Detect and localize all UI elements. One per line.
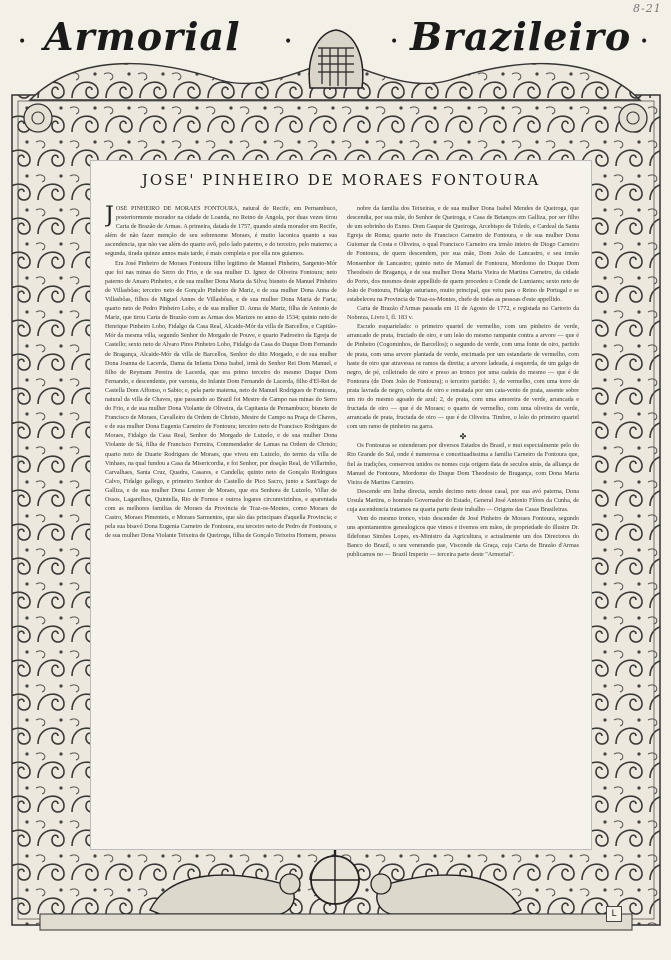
article-paragraph [105, 205, 337, 260]
article-paragraph: Escudo esquartelado: o primeiro quartel de vermelho, com um pinheiro de verde, arrancado de prata, fructado de oiro, e um leão do mesmo rampante contra a arvore — que é de Pinheiro (Cogominhos, de Barcellos); o segundo de verde, com uma fonte de oiro, partido de prata, com uma arvore plantada de verde, encimada por um estandarte de vermelho, com haste de oiro que atravessa os ramos da direita; a arvore ladeada, á esquerda, de um galgo de negro, de pé, colleirado de oiro e preso ao tronco por uma cadeia do mesmo — que é de Fontoura (de Dom João de Fontoura); o terceiro partido: 1, de vermelho, com uma torre de prata lavrada de negro, coberta de oiro e rematada por um cata-vento de prata, assente sobre um rio do mesmo agoado de azul; 2, de prata, com uma amoreira de verde, arrancada e fructada de oiro — que é de Moraes; o quarto de vermelho, com uma oliveira de verde, arrancada de prata, fructada de oiro — que é de Oliveira. Timbre, o leão do primeiro quartel com um ramo de pinheiro na garra. [347, 324, 579, 431]
helmet-icon [309, 30, 363, 88]
article-paragraph: Os Fontouras se estenderam por diversos Estados do Brasil, e mui especialmente pelo do Rio Grande do Sul, onde é numerosa e conceituadissima a familia Carneiro da Fontoura que, fiel ás tradições, conservou unidos os nomes cuja origem data de seculos atrás, da alliança de Manuel de Fontoura, Mordomo do Duque Dom Theodosio de Bragança, com Dona Maria Vieira de Martins Carneiro. [347, 443, 579, 486]
article-paragraph: Descende em linha directa, sendo decimo neto desse casal, por sua avó paterna, Dona Ursula Martins, o honrado Governador do Estado, General José Antonio Flôres da Cunha, de cuja ascendencia tratamos na quarta parte deste trabalho — Origens das Casas Brasileiras. [347, 488, 579, 513]
article-panel [90, 160, 592, 850]
article-left-column [105, 205, 337, 845]
article-paragraph: Era José Pinheiro de Moraes Fontoura filho legitimo de Manuel Pinheiro, Sargento-Mór que foi nas minas do Serro do Frio, e de sua mulher D. Ignez de Oliveira Fontoura; neto paterno de Amaro Pinheiro, e de sua mulher Dona Maria da Silva; bisneto de Manuel Pinheiro de Villasbôas; terceiro neto de Gonçalo Pinheiro de Mariz, e de sua mulher Dona Anna de Villasbôas, filhos de Miguel Annes de Villasbôas, e de sua mulher Dona Maria de Faria; quarto neto de Pedro Pinheiro Lobo, e de sua mulher D. Anna de Mariz, filha de Antonio de Mariz, que tirou Carta de Brazão com as Armas dos Marizes no anno de 1534; quinto neto de Henrique Pinheiro Lobo, Fidalgo da Casa Real, Alcaide-Mór da villa de Barcellos, e Capitão-Mór da mesma villa, segundo Senhor do Morgado de Pouve, e quarto Padroeiro da Egreja de Castello; sexto neto de Alvaro Pires Pinheiro Lobo, Fidalgo da Casa do Duque Dom Fernando de Bragança, Alcaide-Mór da villa de Barcellos, Senhor do dito Morgado, e de sua mulher Dona Joanna de Lacerda, Dama da Infanta Dona Isabel, irmã do Senhor Rei Dom Manuel, e filho de Reymam Pereira de Lacerda, que era primo terceiro do mesmo Duque Dom Fernando, e descendente, por varonia, do Infante Dom Fernando de Lacerda, filho d'El-Rei de Castella Dom Affonso, o Sabio; e, pela parte materna, neto de Manuel Rodrigues de Fontoura, natural da villa de Chaves, que passando ao Brazil foi Mestre de Campo nas minas do Serro do Frio, e de sua mulher Dona Violante de Oliveira, da Capitania de Pernambuco; bisneto de Francisco de Moraes, Cavalleiro da Ordem de Christo, Mestre de Campo na Praça de Chaves, e de sua mulher Dona Eugenia Carneiro de Fontoura; terceiro neto de Francisco Rodrigues de Moraes, Fidalgo da Casa Real, Senhor do Morgado de Luizelo, e de sua mulher Dona Violante de Sá, filha de Francisco Ferreira, Commendador de Lamas na Ordem de Christo; quarto neto de Duarte Rodrigues de Moraes, que viveu em Luizelo, do termo da villa de Vinhaes, na qual fundou a Casa da Misericordia, e foi Senhor, por doação Real, de Villarinho, Carvalhaes, Santa Cruz, Quadra, Casares, e Candella; quinto neto de Gonçalo Rodrigues Calvo, Fidalgo gallego, e primeiro Senhor do Castello de Pico Sacro, junto a Sant'Iago de Galliza, e de sua mulher Dona Leonor de Moraes, que era Senhora de Luizelo, Villar de Ossos, Lagarelhos, Quintella, Rio de Fornos e outros logares circumvizinhos, e aparentada com as melhores familias de Moraes da Provincia de Traz-os-Montes, como Moraes de Castro, Moraes Pimenteis, e Moraes Sarmentos, que são das principaes d'aquella Provincia; e pela sua bisavó Dona Eugenia Carneiro de Fontoura, era terceiro neto de Pedro de Fontoura, e de sua mulher Dona Violante Teixeira de Queiroga, filha de Gonçalo Teixeira Homem, pessoa [105, 260, 337, 540]
article-paragraph: Carta de Brazão d'Armas passada em 11 de Agosto de 1772, e registada no Cartorio da Nobreza, Livro I, fl. 183 v. [347, 306, 579, 322]
paragraph-text: OSÉ PINHEIRO DE MORAES FONTOURA, natural de Recife, em Pernambuco, posteriormente morador na cidade de Loanda, no Reino de Angola, por duas vezes tirou Carta de Brazão de Armas. A primeira, datada de 1757, quando ainda morador em Recife, além de não fazer menção de seu sobrenome Moraes, é muito laconica quanto a sua ascendencia, que não vae além do quarto avô, pelo lado paterno, e do terceiro, pelo materno; a segunda, tirada quinze annos mais tarde, é mais completa e por ella nos guiamos. [105, 206, 337, 258]
left-rosette-icon [24, 104, 52, 132]
right-rosette-icon [619, 104, 647, 132]
title-bullet: • [18, 34, 27, 50]
article-title: JOSE' PINHEIRO DE MORAES FONTOURA [141, 171, 541, 189]
article-paragraph: nobre da familia dos Teixeiras, e de sua mulher Dona Isabel Mendes de Queiroga, que descendia, por sua mãe, do Senhor de Queiroga, e Casa de Betanços em Galliza, por ser filho de um sobrinho do Exmo. Dom Gaspar de Queiroga, Arcebispo de Toledo, e Cardeal da Santa Egreja de Roma; quarto neto de Francisco Carneiro de Fontoura, e de sua mulher Dona Guiomar da Costa e Oliveira, o qual Francisco Carneiro era irmão inteiro de Diogo Carneiro de Fontoura, de quem descendem, por sua mãe, Dom João de Lancastro, e seu irmão Monsenhor de Lancastro; quinto neto de Manuel de Fontoura, Mordomo do Duque Dom Theodosio de Bragança, e de sua mulher Dona Maria Vieira de Martins Carneiro, da cidade do Porto, dos mesmos deste appellido de quem procedeu o Conde de Lumiares; sexto neto de João de Fontoura, Fidalgo asturiano, muito principal, que veiu para o Reino de Portugal e se estabeleceu na Provincia de Traz-os-Montes, chefe de todas as pessoas d'este appellido. [347, 206, 579, 303]
fleuron-icon: ✤ [459, 432, 467, 442]
dropcap-letter: J [105, 205, 114, 228]
page-mark: L [606, 906, 622, 922]
header-title-right: Brazileiro [410, 14, 632, 59]
title-bullet: • [390, 34, 399, 50]
article-right-column [347, 205, 579, 845]
article-paragraph: Vem do mesmo tronco, visto descender de José Pinheiro de Moraes Fontoura, segundo uns apontamentos genealogicos que vimos e tivemos em mãos, de propriedade do illustre Dr. Ildefonso Simões Lopes, ex-Ministro da Agricultura, e actualmente um dos Directores do Banco do Brazil, o seu venerando pae, Visconde da Graça, cuja Carta de Brazão d'Armas publicamos no — Brazil Imperio — terceira parte deste "Armorial". [347, 516, 579, 559]
header-title-left: Armorial [44, 14, 241, 59]
page-number: 8-21 [633, 2, 662, 15]
title-bullet: • [284, 34, 293, 50]
title-bullet: • [640, 34, 649, 50]
